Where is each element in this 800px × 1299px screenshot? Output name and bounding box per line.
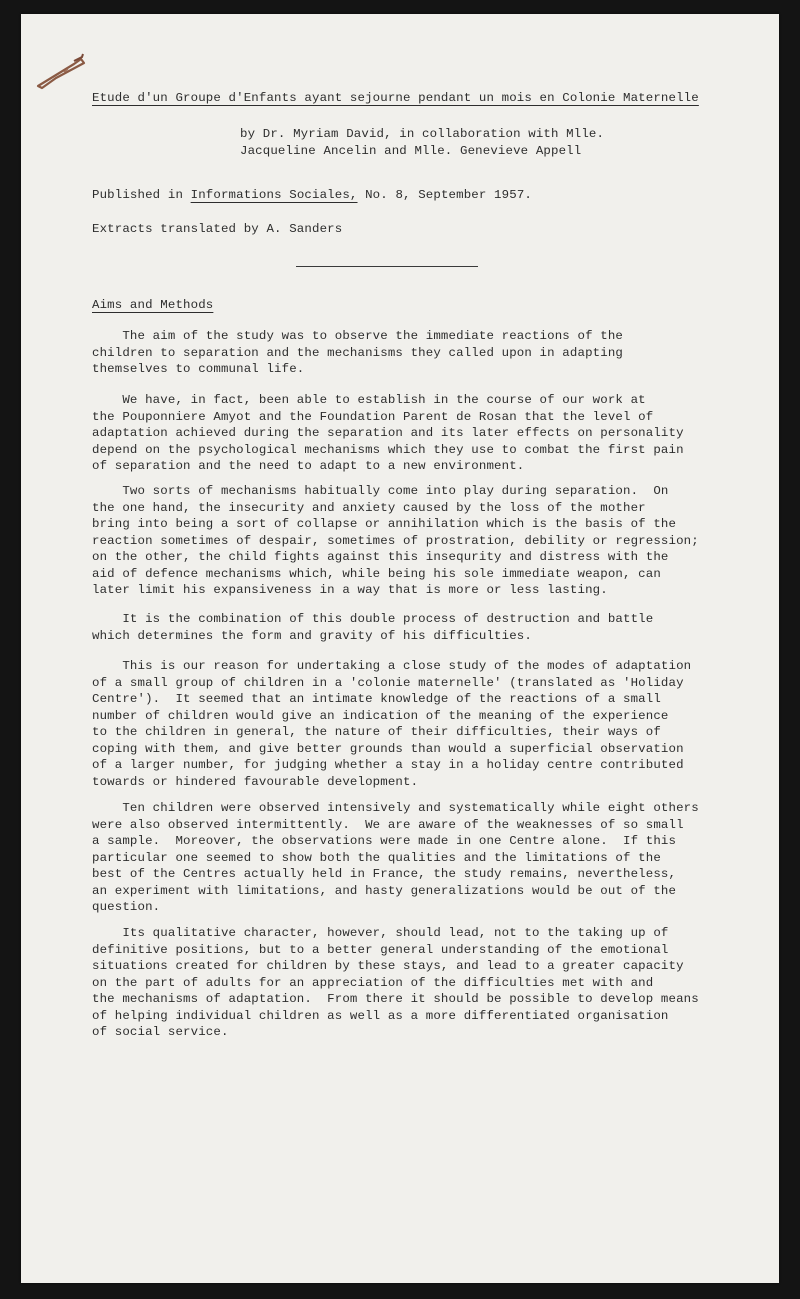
paragraph: The aim of the study was to observe the immediate reactions of the children to separation and the mechanisms they called upon in adapting themselves to communal life. (92, 329, 623, 376)
publication-details: No. 8, September 1957. (357, 188, 532, 202)
separator-rule (296, 266, 478, 267)
paragraph: It is the combination of this double process of destruction and battle which determines the form and gravity of his difficulties. (92, 612, 654, 643)
document-title: Etude d'un Groupe d'Enfants ayant sejourne pendant un mois en Colonie Maternelle (92, 91, 699, 105)
publication-line (92, 187, 772, 204)
section-heading: Aims and Methods (92, 298, 214, 312)
paragraph: Two sorts of mechanisms habitually come into play during separation. On the one hand, the insecurity and anxiety caused by the loss of the mother bring into being a sort of collapse or annihilation which is the basis of the reaction sometimes of despair, sometimes of prostration, debility or regression; on the other, the child fights against this insequrity and distress with the aid of defence mechanisms which, while being his sole immediate weapon, can later limit his expansiveness in a way that is more or less lasting. (92, 484, 699, 597)
document-page (21, 14, 779, 1283)
paper-clip-mark (34, 52, 90, 94)
translator-line: Extracts translated by A. Sanders (92, 222, 343, 236)
publication-prefix: Published in (92, 188, 191, 202)
journal-name: Informations Sociales, (190, 188, 358, 202)
paragraph: This is our reason for undertaking a close study of the modes of adaptation of a small group of children in a 'colonie maternelle' (translated as 'Holiday Centre'). It seemed that an intimate knowledge of the reactions of a small number of children would give an indication of the meaning of the experience to the children in general, the nature of their difficulties, their ways of coping with them, and give better grounds than would a superficial observation of a larger number, for judging whether a stay in a holiday centre contributed towards or hindered favourable development. (92, 659, 692, 789)
paragraph: Its qualitative character, however, should lead, not to the taking up of definitive positions, but to a better general understanding of the emotional situations created for children by these stays, and lead to a greater capacity on the part of adults for an appreciation of the difficulties met with and the mechanisms of adaptation. From there it should be possible to develop means of helping individual children as well as a more differentiated organisation of social service. (92, 926, 699, 1039)
byline: by Dr. Myriam David, in collaboration with Mlle. Jacqueline Ancelin and Mlle. Genevieve Appell (240, 127, 605, 158)
paragraph: Ten children were observed intensively and systematically while eight others were also observed intermittently. We are aware of the weaknesses of so small a sample. Moreover, the observations were made in one Centre alone. If this particular one seemed to show both the qualities and the limitations of the best of the Centres actually held in France, the study remains, nevertheless, an experiment with limitations, and hasty generalizations would be out of the question. (92, 801, 699, 914)
paragraph: We have, in fact, been able to establish in the course of our work at the Pouponniere Amyot and the Foundation Parent de Rosan that the level of adaptation achieved during the separation and its later effects on personality depend on the psychological mechanisms which they use to combat the first pain of separation and the need to adapt to a new environment. (92, 393, 684, 473)
